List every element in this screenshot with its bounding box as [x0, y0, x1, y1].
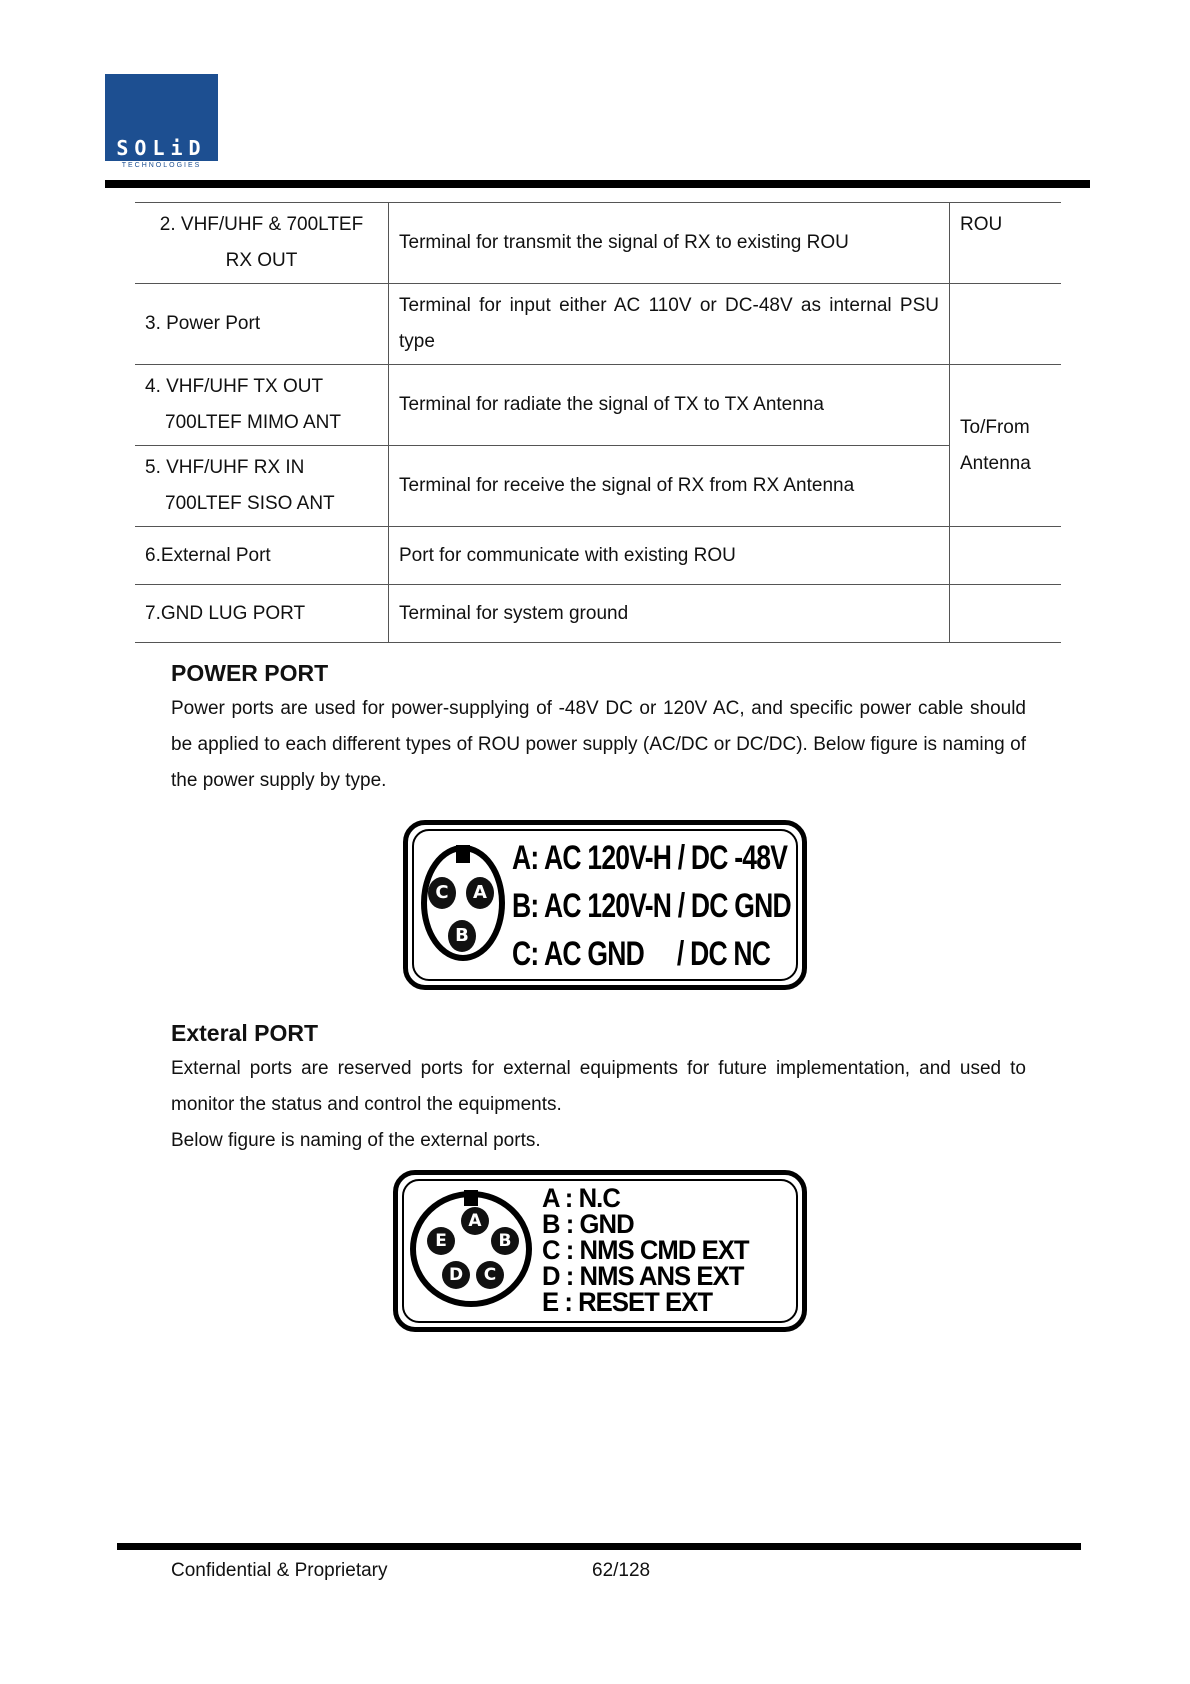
- pin-e: E: [427, 1227, 455, 1255]
- pin-a: A: [466, 877, 494, 909]
- description-cell: Terminal for system ground: [389, 585, 950, 643]
- description-cell: Port for communicate with existing ROU: [389, 527, 950, 585]
- section-text: Below figure is naming of the external ports.: [171, 1130, 541, 1151]
- connection-cell: [950, 527, 1062, 585]
- footer-rule: [117, 1543, 1081, 1550]
- description-cell: Terminal for transmit the signal of RX to existing ROU: [389, 203, 950, 284]
- table-row: [135, 527, 1061, 585]
- table-row: [135, 365, 1061, 446]
- external-connector-figure: [393, 1170, 807, 1332]
- external-pin-label: B : GND: [542, 1209, 634, 1239]
- header-rule: [105, 180, 1090, 188]
- section-text: Power ports are used for power-supplying of -48V DC or 120V AC, and specific power cable should be applied to each different types of ROU power supply (AC/DC or DC/DC). Below figure is naming of the power supply by type.: [171, 698, 1026, 791]
- external-pin-label: C : NMS CMD EXT: [542, 1235, 749, 1265]
- connection-cell: To/From Antenna: [950, 365, 1062, 527]
- port-description-table: [135, 202, 1061, 643]
- section-heading: Exteral PORT: [171, 1020, 318, 1046]
- section-heading: POWER PORT: [171, 660, 329, 686]
- logo-subtitle: TECHNOLOGIES: [121, 162, 202, 169]
- external-port-section: [171, 1020, 1026, 1159]
- power-pin-label: C: AC GND / DC NC: [512, 935, 771, 973]
- description-cell: Terminal for radiate the signal of TX to TX Antenna: [389, 365, 950, 446]
- port-cell: 7.GND LUG PORT: [135, 585, 389, 643]
- external-pin-label: D : NMS ANS EXT: [542, 1261, 744, 1291]
- power-port-section: [171, 660, 1026, 799]
- logo-wordmark: SOLiD: [116, 136, 207, 160]
- power-pin-label: A: AC 120V-H / DC -48V: [512, 839, 788, 877]
- connection-cell: ROU: [950, 203, 1062, 284]
- description-cell: Terminal for receive the signal of RX from RX Antenna: [389, 446, 950, 527]
- pin-a: A: [461, 1207, 489, 1235]
- external-pin-label: A : N.C: [542, 1183, 620, 1213]
- power-connector-figure: [403, 820, 807, 990]
- pin-b: B: [448, 920, 476, 952]
- table-row: [135, 203, 1061, 284]
- external-pin-label: E : RESET EXT: [542, 1287, 713, 1317]
- table-row: [135, 446, 1061, 527]
- footer-confidential: Confidential & Proprietary: [171, 1560, 388, 1581]
- power-pin-label: B: AC 120V-N / DC GND: [512, 887, 791, 925]
- pin-b: B: [491, 1227, 519, 1255]
- description-cell: Terminal for input either AC 110V or DC-48V as internal PSU type: [389, 284, 950, 365]
- connection-cell: [950, 585, 1062, 643]
- table-row: [135, 284, 1061, 365]
- pin-c: C: [428, 877, 456, 909]
- port-cell: 2. VHF/UHF & 700LTEF RX OUT: [135, 203, 389, 284]
- company-logo: [105, 74, 218, 171]
- pin-d: D: [442, 1261, 470, 1289]
- page-number: 62/128: [592, 1560, 651, 1581]
- port-cell: 3. Power Port: [135, 284, 389, 365]
- port-cell: 4. VHF/UHF TX OUT 700LTEF MIMO ANT: [135, 365, 389, 446]
- table-row: [135, 585, 1061, 643]
- section-text: External ports are reserved ports for external equipments for future implementation, and used to monitor the status and control the equipments.: [171, 1058, 1026, 1115]
- connection-cell: [950, 284, 1062, 365]
- port-cell: 6.External Port: [135, 527, 389, 585]
- pin-c: C: [476, 1261, 504, 1289]
- port-cell: 5. VHF/UHF RX IN 700LTEF SISO ANT: [135, 446, 389, 527]
